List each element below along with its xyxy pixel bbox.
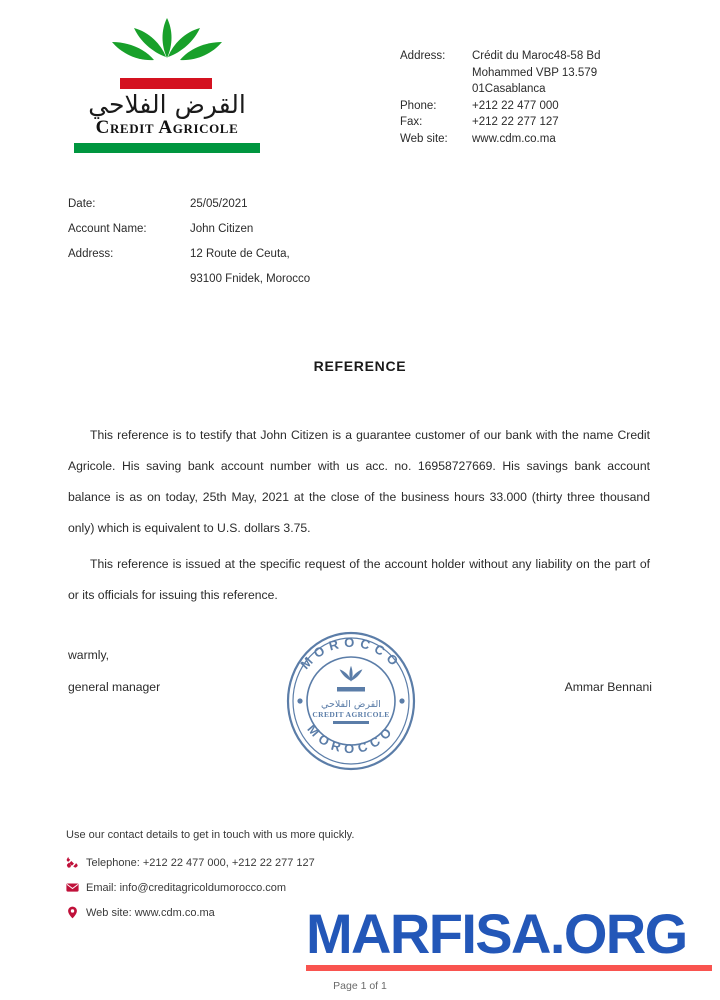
document-header: [0, 0, 720, 180]
footer-email-row: [66, 875, 486, 900]
bank-logo: [72, 14, 262, 153]
seal-latin-name: CREDIT AGRICOLE: [312, 710, 390, 719]
footer-website-text[interactable]: Web site: www.cdm.co.ma: [86, 906, 215, 919]
watermark-rule: [306, 965, 712, 971]
recipient-label: Address:: [68, 248, 114, 260]
bank-contact-label: Address:: [400, 50, 446, 62]
bank-contact-row: [400, 48, 600, 65]
envelope-icon: [66, 881, 86, 894]
recipient-label: Account Name:: [68, 223, 147, 235]
document-body: [68, 420, 650, 616]
bank-contact-value: 01Casablanca: [472, 83, 546, 95]
recipient-block: [68, 192, 310, 292]
signature-closing: warmly,: [68, 648, 110, 662]
logo-latin-name: Credit Agricole: [95, 117, 239, 139]
body-paragraph-2: This reference is issued at the specific request of the account holder without any liability on the part of or its officials for issuing this reference.: [68, 557, 650, 602]
recipient-value-account-name: John Citizen: [190, 223, 254, 235]
page-number: Page 1 of 1: [333, 980, 387, 992]
bank-contact-website[interactable]: www.cdm.co.ma: [472, 132, 556, 145]
bank-contact-label: Web site:: [400, 132, 448, 145]
recipient-label: Date:: [68, 198, 96, 210]
bank-contact-label: [400, 81, 472, 98]
footer-email-text[interactable]: Email: info@creditagricoldumorocco.com: [86, 881, 287, 894]
recipient-label: [68, 267, 190, 292]
recipient-row: [68, 192, 310, 217]
bank-contact-label: Fax:: [400, 116, 423, 128]
bank-contact-row: [400, 114, 600, 131]
recipient-row: [68, 217, 310, 242]
signature-name: Ammar Bennani: [564, 680, 652, 694]
seal-bottom-text: MOROCCO: [304, 721, 398, 757]
svg-text:MOROCCO: [304, 721, 397, 756]
watermark: [306, 902, 716, 971]
bank-contact-row: [400, 81, 600, 98]
seal-top-text: MOROCCO: [297, 634, 405, 673]
recipient-row: [68, 242, 310, 267]
bank-contact-block: [400, 48, 600, 147]
body-paragraph-1: This reference is to testify that John Citizen is a guarantee customer of our bank with the name Credit Agricole. His saving bank account number with us acc. no. 16958727669. His savings bank account balance is as on today, 25th May, 2021 at the close of the business hours 33.000 (thirty three thousand only) which is equivalent to U.S. dollars 3.75.: [68, 428, 650, 535]
logo-red-bar: [120, 78, 212, 89]
signature-role: general manager: [68, 680, 161, 694]
footer-telephone-row: [66, 850, 486, 875]
recipient-value-address-line1: 12 Route de Ceuta,: [190, 248, 290, 260]
bank-contact-label: [400, 65, 472, 82]
recipient-value-address-line2: 93100 Fnidek, Morocco: [190, 273, 311, 285]
location-pin-icon: [66, 906, 86, 919]
footer-intro-text: Use our contact details to get in touch with us more quickly.: [66, 829, 355, 841]
official-seal-stamp: [277, 627, 425, 775]
logo-green-bar: [74, 143, 260, 153]
footer-telephone-text: Telephone: +212 22 477 000, +212 22 277 127: [86, 856, 315, 869]
seal-arabic-name: القرض الفلاحي: [321, 699, 381, 710]
bank-contact-value: Crédit du Maroc48-58 Bd: [472, 50, 601, 62]
recipient-row: [68, 267, 310, 292]
bank-contact-row: [400, 131, 600, 148]
bank-contact-label: Phone:: [400, 99, 437, 112]
bank-contact-row: [400, 65, 600, 82]
document-title: REFERENCE: [313, 358, 407, 374]
logo-arabic-name: القرض الفلاحي: [88, 90, 246, 119]
bank-contact-value: +212 22 277 127: [472, 116, 559, 128]
logo-leaves-icon: [72, 14, 262, 76]
bank-contact-value: Mohammed VBP 13.579: [472, 66, 598, 79]
phone-icon: [66, 856, 86, 869]
bank-contact-value: +212 22 477 000: [472, 99, 559, 112]
recipient-value-date: 25/05/2021: [190, 198, 248, 210]
bank-contact-row: [400, 98, 600, 115]
watermark-text: MARFISA.ORG: [306, 902, 687, 965]
